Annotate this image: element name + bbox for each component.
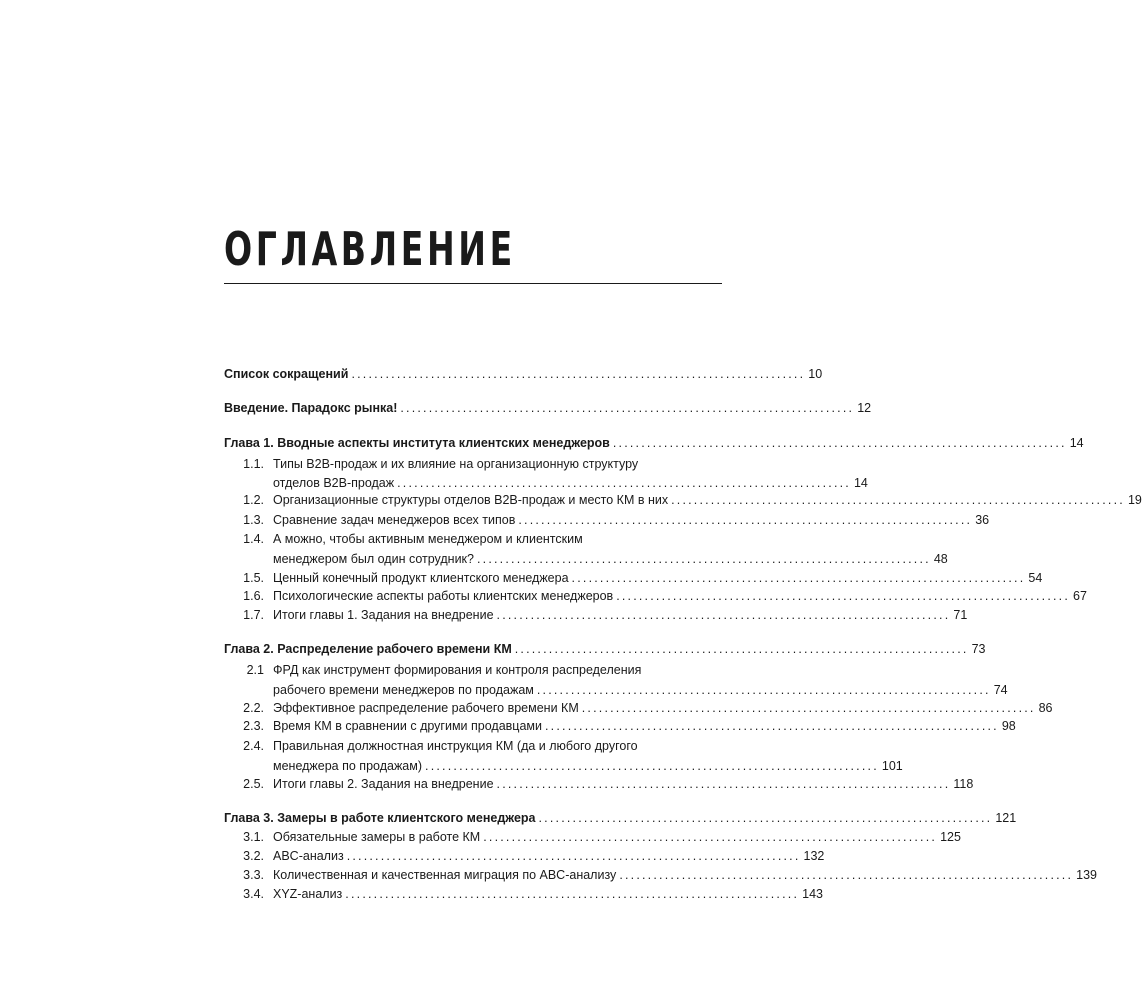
toc-page-number: 101 <box>881 759 903 773</box>
toc-entry <box>224 530 723 548</box>
toc-leader-dots: ................................................................................ <box>619 868 1074 882</box>
page-title: ОГЛАВЛЕНИЕ <box>224 222 516 276</box>
toc-section-number: 2.1 <box>246 663 264 677</box>
toc-chapter-title: Список сокращений <box>224 367 349 381</box>
toc-entry <box>224 885 823 903</box>
toc-section-title: менеджера по продажам) <box>273 759 423 773</box>
toc-section-title: ФРД как инструмент формирования и контроля распределения <box>273 663 642 677</box>
toc-section-title: менеджером был один сотрудник? <box>273 552 474 566</box>
toc-leader-dots: ................................................................................ <box>476 552 931 566</box>
toc-section-title: ABC-анализ <box>273 849 344 863</box>
toc-entry <box>224 866 1098 884</box>
toc-entry <box>224 681 1008 699</box>
toc-entry <box>224 474 868 492</box>
toc-page-number: 10 <box>808 367 823 381</box>
toc-entry <box>224 550 948 568</box>
toc-leader-dots: ................................................................................ <box>397 476 851 490</box>
toc-leader-dots: ................................................................................ <box>400 401 855 415</box>
toc-leader-dots: ................................................................................ <box>571 571 1026 585</box>
toc-chapter-title: Глава 3. Замеры в работе клиентского менеджера <box>224 811 536 825</box>
toc-section-title: Обязательные замеры в работе КМ <box>273 830 481 844</box>
toc-page-number: 19 <box>1127 493 1142 507</box>
toc-page-number: 74 <box>993 683 1008 697</box>
toc-section-title: XYZ-анализ <box>273 887 343 901</box>
toc-page-number: 48 <box>933 552 948 566</box>
toc-entry <box>224 775 974 793</box>
toc-page-number: 67 <box>1073 589 1087 603</box>
toc-section-title: Количественная и качественная миграция по ABC-анализу <box>273 868 617 882</box>
toc-section-title: А можно, чтобы активным менеджером и клиентским <box>273 532 583 546</box>
toc-chapter-title: Глава 2. Распределение рабочего времени КМ <box>224 642 512 656</box>
toc-page-number: 143 <box>802 887 823 901</box>
toc-section-number: 1.6. <box>243 589 264 603</box>
toc-leader-dots: ................................................................................ <box>351 367 806 381</box>
toc-entry <box>224 757 903 775</box>
toc-section-number: 1.4. <box>243 532 264 546</box>
toc-leader-dots: ................................................................................ <box>545 719 999 733</box>
toc-entry <box>224 737 723 755</box>
toc-entry <box>224 399 872 417</box>
toc-section-title: Итоги главы 2. Задания на внедрение <box>273 777 494 791</box>
toc-section-number: 1.7. <box>243 608 264 622</box>
toc-leader-dots: ................................................................................ <box>514 642 969 656</box>
toc-section-title: Типы B2B-продаж и их влияние на организационную структуру <box>273 457 639 471</box>
toc-entry <box>224 587 1087 605</box>
toc-leader-dots: ................................................................................ <box>345 887 800 901</box>
toc-page-number: 73 <box>971 642 986 656</box>
toc-section-number: 2.2. <box>243 701 264 715</box>
toc-section-number: 3.3. <box>243 868 264 882</box>
toc-chapter-title: Глава 1. Вводные аспекты института клиентских менеджеров <box>224 436 610 450</box>
toc-page-number: 54 <box>1028 571 1043 585</box>
toc-section-title: Ценный конечный продукт клиентского менеджера <box>273 571 569 585</box>
toc-page-number: 125 <box>940 830 961 844</box>
toc-leader-dots: ................................................................................ <box>612 436 1067 450</box>
toc-entry <box>224 717 1016 735</box>
toc-leader-dots: ................................................................................ <box>536 683 991 697</box>
toc-leader-dots: ................................................................................ <box>425 759 879 773</box>
toc-entry <box>224 434 1084 452</box>
toc-section-number: 3.4. <box>243 887 264 901</box>
toc-entry <box>224 847 825 865</box>
toc-entry <box>224 569 1043 587</box>
toc-leader-dots: ................................................................................ <box>496 608 951 622</box>
toc-section-title: отделов B2B-продаж <box>273 476 395 490</box>
toc-section-title: Организационные структуры отделов B2B-продаж и место КМ в них <box>273 493 669 507</box>
toc-page-number: 14 <box>1069 436 1084 450</box>
toc-entry <box>224 828 961 846</box>
toc-leader-dots: ................................................................................ <box>346 849 801 863</box>
toc-section-number: 2.4. <box>243 739 264 753</box>
toc-section-number: 2.3. <box>243 719 264 733</box>
toc-leader-dots: ................................................................................ <box>496 777 951 791</box>
toc-leader-dots: ................................................................................ <box>581 701 1036 715</box>
toc-entry <box>224 606 968 624</box>
toc-leader-dots: ................................................................................ <box>616 589 1071 603</box>
toc-page-number: 12 <box>857 401 872 415</box>
toc-section-number: 3.1. <box>243 830 264 844</box>
toc-section-title: Время КМ в сравнении с другими продавцами <box>273 719 542 733</box>
toc-page-number: 14 <box>853 476 868 490</box>
toc-leader-dots: ................................................................................ <box>518 513 973 527</box>
toc-page-number: 71 <box>953 608 968 622</box>
toc-section-title: Психологические аспекты работы клиентских менеджеров <box>273 589 614 603</box>
toc-leader-dots: ................................................................................ <box>671 493 1125 507</box>
toc-entry <box>224 809 1017 827</box>
toc-leader-dots: ................................................................................ <box>483 830 938 844</box>
toc-entry <box>224 365 823 383</box>
toc-page-number: 86 <box>1038 701 1053 715</box>
toc-section-title: Итоги главы 1. Задания на внедрение <box>273 608 494 622</box>
toc-section-number: 1.1. <box>243 457 264 471</box>
toc-section-title: Сравнение задач менеджеров всех типов <box>273 513 516 527</box>
toc-section-number: 1.3. <box>243 513 264 527</box>
toc-page-number: 36 <box>975 513 990 527</box>
toc-page-number: 98 <box>1001 719 1016 733</box>
toc-leader-dots: ................................................................................ <box>538 811 993 825</box>
toc-section-number: 3.2. <box>243 849 264 863</box>
toc-entry <box>224 640 986 658</box>
toc-page-number: 121 <box>995 811 1017 825</box>
toc-section-number: 1.2. <box>243 493 264 507</box>
toc-page-number: 118 <box>953 777 974 791</box>
toc-chapter-title: Введение. Парадокс рынка! <box>224 401 398 415</box>
toc-page-number: 132 <box>803 849 825 863</box>
toc-section-number: 2.5. <box>243 777 264 791</box>
toc-section-title: Правильная должностная инструкция КМ (да и любого другого <box>273 739 638 753</box>
toc-entry <box>224 491 1142 509</box>
toc-entry <box>224 699 1053 717</box>
toc-section-title: Эффективное распределение рабочего времени КМ <box>273 701 579 715</box>
toc-entry <box>224 511 990 529</box>
toc-entry <box>224 455 723 473</box>
toc-page-number: 139 <box>1076 868 1098 882</box>
toc-entry <box>224 661 723 679</box>
toc-section-title: рабочего времени менеджеров по продажам <box>273 683 534 697</box>
toc-section-number: 1.5. <box>243 571 264 585</box>
